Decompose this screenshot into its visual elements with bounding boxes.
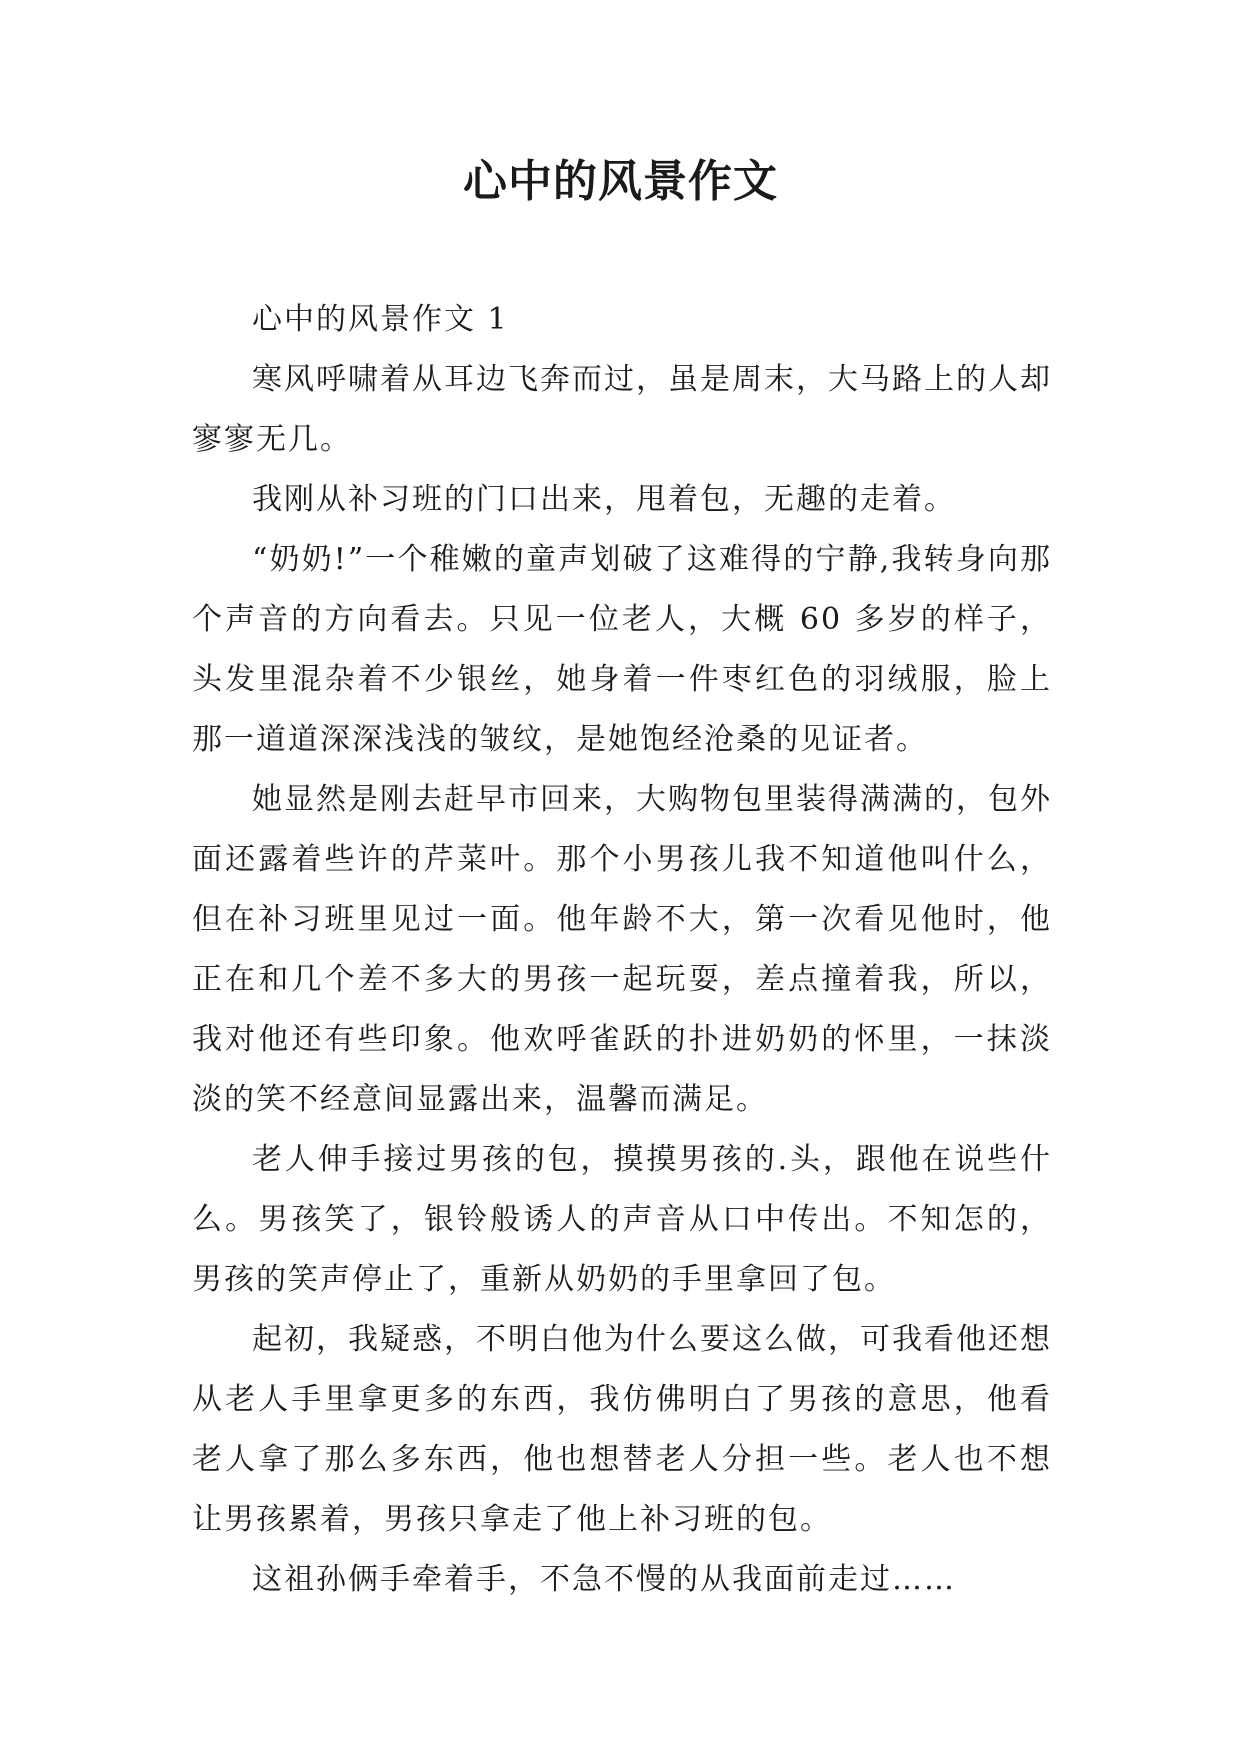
paragraph: 这祖孙俩手牵着手，不急不慢的从我面前走过…… [252, 1562, 956, 1597]
paragraph: “奶奶!”一个稚嫩的童声划破了这难得的宁静,我转身向那个声音的方向看去。只见一位老人，大概 60 多岁的样子，头发里混杂着不少银丝，她身着一件枣红色的羽绒服，脸上那一道道深深浅浅的皱纹，是她饱经沧桑的见证者。 [192, 542, 1052, 757]
paragraph: 起初，我疑惑，不明白他为什么要这么做，可我看他还想从老人手里拿更多的东西，我仿佛明白了男孩的意思，他看老人拿了那么多东西，他也想替老人分担一些。老人也不想让男孩累着，男孩只拿走了他上补习班的包。 [192, 1322, 1052, 1537]
paragraph: 寒风呼啸着从耳边飞奔而过，虽是周末，大马路上的人却寥寥无几。 [192, 362, 1052, 457]
document-body [192, 290, 1052, 1610]
document-title: 心中的风景作文 [463, 156, 778, 207]
paragraph: 我刚从补习班的门口出来，甩着包，无趣的走着。 [252, 482, 956, 517]
essay-heading: 心中的风景作文 1 [252, 302, 509, 337]
paragraph: 她显然是刚去赶早市回来，大购物包里装得满满的，包外面还露着些许的芹菜叶。那个小男孩儿我不知道他叫什么，但在补习班里见过一面。他年龄不大，第一次看见他时，他正在和几个差不多大的男孩一起玩耍，差点撞着我，所以，我对他还有些印象。他欢呼雀跃的扑进奶奶的怀里，一抹淡淡的笑不经意间显露出来，温馨而满足。 [192, 782, 1052, 1117]
paragraph: 老人伸手接过男孩的包，摸摸男孩的.头，跟他在说些什么。男孩笑了，银铃般诱人的声音从口中传出。不知怎的，男孩的笑声停止了，重新从奶奶的手里拿回了包。 [192, 1142, 1052, 1297]
